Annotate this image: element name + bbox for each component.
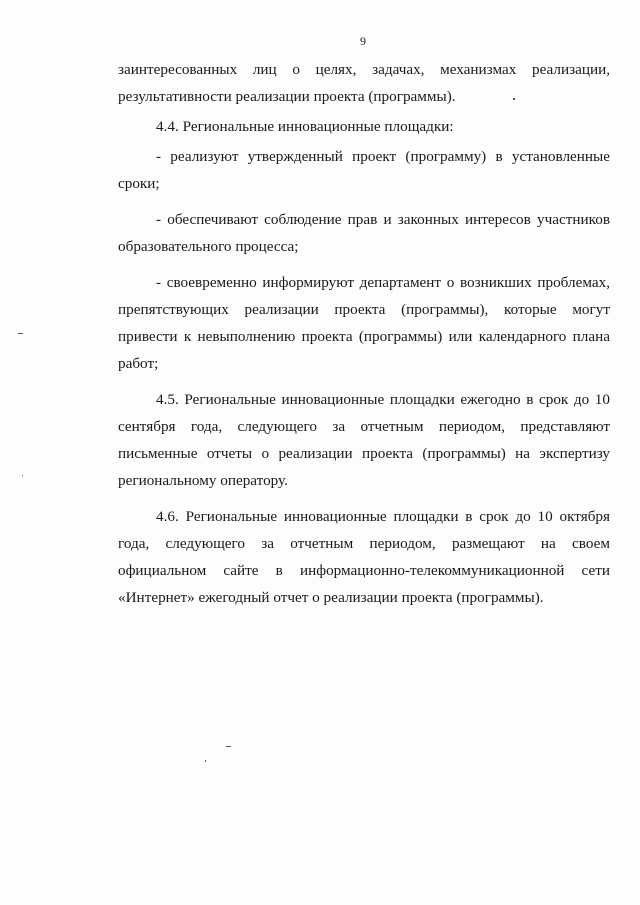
scan-speck	[513, 98, 515, 100]
scan-speck	[205, 760, 206, 762]
document-body	[118, 56, 610, 611]
page-number: 9	[360, 34, 366, 48]
paragraph-section-4-6: 4.6. Региональные инновационные площадки в срок до 10 октября года, следующего за отчетным периодом, размещают на своем официальном сайте в информационно-телекоммуникационной сети «Интернет» ежегодный отчет о реализации проекта (программы).	[118, 508, 610, 606]
scan-speck	[226, 746, 231, 747]
bullet-item-1: - реализуют утвержденный проект (программу) в установленные сроки;	[118, 148, 610, 192]
paragraph-section-4-4: 4.4. Региональные инновационные площадки:	[156, 118, 454, 135]
scan-speck	[18, 333, 23, 334]
scan-speck	[22, 475, 23, 476]
paragraph-section-4-5: 4.5. Региональные инновационные площадки ежегодно в срок до 10 сентября года, следующего за отчетным периодом, представляют письменные отчеты о реализации проекта (программы) на экспертизу региональному оператору.	[118, 391, 610, 489]
paragraph-continuation: заинтересованных лиц о целях, задачах, механизмах реализации, результативности реализации проекта (программы).	[118, 61, 610, 105]
bullet-item-3: - своевременно информируют департамент о возникших проблемах, препятствующих реализации проекта (программы), которые могут привести к невыполнению проекта (программы) или календарного плана работ;	[118, 274, 610, 372]
bullet-item-2: - обеспечивают соблюдение прав и законных интересов участников образовательного процесса;	[118, 211, 610, 255]
